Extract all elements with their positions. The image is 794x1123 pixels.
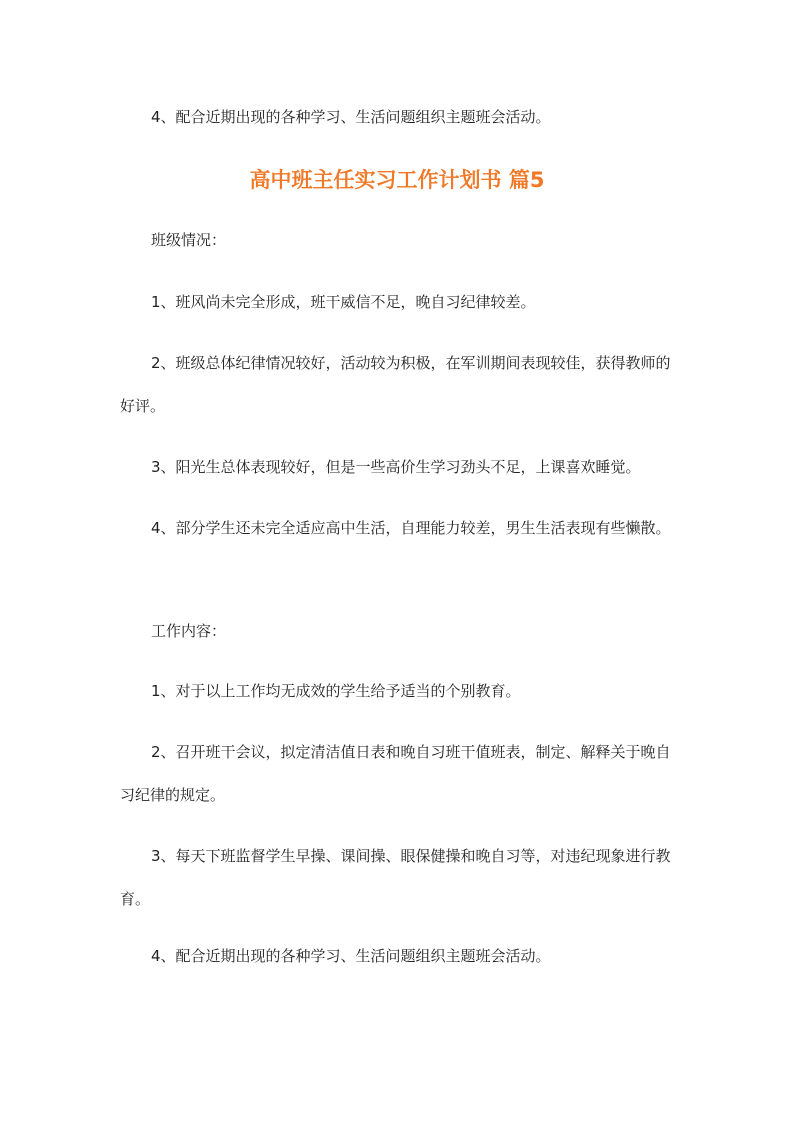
work-content-item-1: 1、对于以上工作均无成效的学生给予适当的个别教育。 bbox=[151, 682, 521, 700]
section-title: 高中班主任实习工作计划书 篇5 bbox=[249, 168, 545, 192]
class-situation-item-1: 1、班风尚未完全形成，班干威信不足，晚自习纪律较差。 bbox=[151, 293, 536, 311]
class-situation-item-4: 4、部分学生还未完全适应高中生活，自理能力较差，男生生活表现有些懒散。 bbox=[151, 519, 671, 537]
work-content-heading: 工作内容： bbox=[151, 622, 227, 640]
class-situation-heading: 班级情况： bbox=[151, 231, 227, 249]
work-content-item-2: 2、召开班干会议，拟定清洁值日表和晚自习班干值班表，制定、解释关于晚自习纪律的规定。 bbox=[120, 743, 671, 804]
work-content-item-4: 4、配合近期出现的各种学习、生活问题组织主题班会活动。 bbox=[151, 947, 551, 965]
class-situation-item-2: 2、班级总体纪律情况较好，活动较为积极，在军训期间表现较佳，获得教师的好评。 bbox=[120, 354, 671, 415]
class-situation-item-3: 3、阳光生总体表现较好，但是一些高价生学习劲头不足，上课喜欢睡觉。 bbox=[151, 458, 641, 476]
work-content-item-3: 3、每天下班监督学生早操、课间操、眼保健操和晚自习等，对违纪现象进行教育。 bbox=[120, 847, 671, 908]
paragraph-top-item-4: 4、配合近期出现的各种学习、生活问题组织主题班会活动。 bbox=[151, 108, 551, 126]
